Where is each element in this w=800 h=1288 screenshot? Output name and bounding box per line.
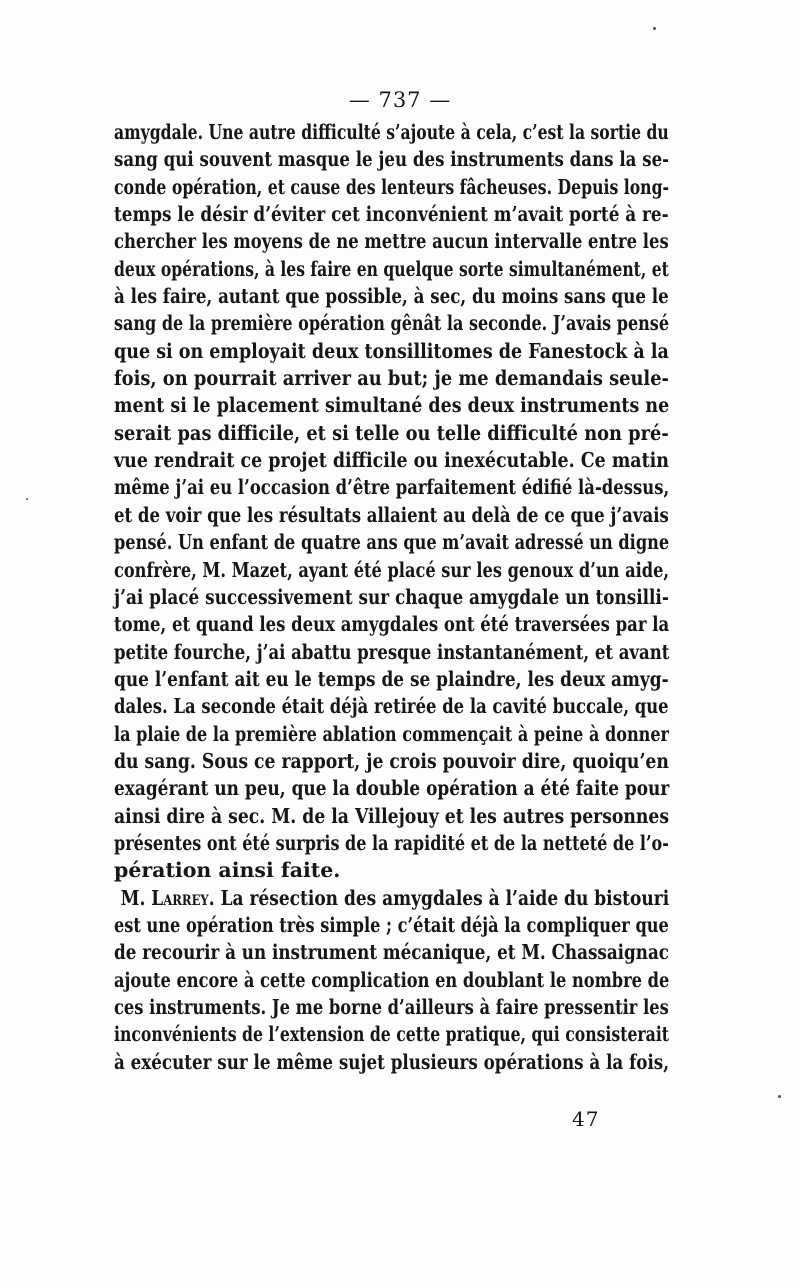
signature-mark: 47 (572, 1107, 600, 1131)
text-line: sang qui souvent masque le jeu des instruments dans la se- (114, 147, 670, 172)
text-line: temps le désir d’éviter cet inconvénient m’avait porté à re- (114, 202, 669, 227)
text-line: amygdale. Une autre difficulté s’ajoute à cela, c’est la sortie du (114, 120, 669, 144)
text-line: pération ainsi faite. (114, 858, 341, 883)
opening-line-text: . La résection des amygdales à l’aide du bistouri (208, 885, 670, 910)
text-line: tome, et quand les deux amygdales ont été traversées par la (114, 612, 670, 637)
speaker-prefix: M. (120, 885, 152, 910)
speaker-name: Larrey (151, 885, 209, 910)
paper-speck (26, 498, 28, 500)
text-line: du sang. Sous ce rapport, je crois pouvoir dire, quoiqu’en (114, 748, 669, 773)
text-line: exagérant un peu, que la double opération a été faite pour (114, 776, 670, 801)
paragraph-opening-line (114, 885, 670, 912)
text-line: ainsi dire à sec. M. de la Villejouy et les autres personnes (114, 803, 670, 828)
page-number: — 737 — (348, 88, 452, 112)
text-line: que si on employait deux tonsillitomes de Fanestock à la (114, 338, 669, 363)
text-line: ment si le placement simultané des deux instruments ne (114, 393, 670, 418)
text-line: à les faire, autant que possible, à sec, du moins sans que le (114, 284, 669, 309)
body-text (114, 119, 669, 1076)
text-line: chercher les moyens de ne mettre aucun intervalle entre les (114, 229, 669, 254)
text-line: serait pas difficile, et si telle ou telle difficulté non pré- (114, 420, 669, 445)
text-line: sang de la première opération gênât la seconde. J’avais pensé (114, 311, 670, 336)
text-line: présentes ont été surpris de la rapidité et de la netteté de l’o- (114, 830, 669, 855)
text-line: de recourir à un instrument mécanique, et M. Chassaignac (114, 940, 670, 965)
text-line: inconvénients de l’extension de cette pratique, qui consisterait (114, 1022, 670, 1047)
text-line: j’ai placé successivement sur chaque amygdale un tonsilli- (114, 584, 669, 609)
text-line: ajoute encore à cette complication en doublant le nombre de (114, 967, 670, 992)
paper-speck (778, 1095, 781, 1098)
text-line: pensé. Un enfant de quatre ans que m’avait adressé un digne (114, 530, 670, 555)
text-line: deux opérations, à les faire en quelque sorte simultanément, et (114, 256, 669, 281)
paper-speck (653, 27, 656, 30)
text-line: même j’ai eu l’occasion d’être parfaitement édifié là-dessus, (114, 475, 670, 500)
text-line: dales. La seconde était déjà retirée de la cavité buccale, que (114, 694, 669, 719)
text-line: conde opération, et cause des lenteurs fâcheuses. Depuis long- (114, 174, 670, 199)
text-line: vue rendrait ce projet difficile ou inexécutable. Ce matin (114, 448, 669, 473)
text-line: petite fourche, j’ai abattu presque instantanément, et avant (114, 639, 670, 664)
text-line: que l’enfant ait eu le temps de se plaindre, les deux amyg- (114, 666, 669, 691)
text-line: fois, on pourrait arriver au but; je me demandais seule- (114, 366, 669, 391)
text-line: ces instruments. Je me borne d’ailleurs à faire pressentir les (114, 995, 669, 1019)
text-line: confrère, M. Mazet, ayant été placé sur les genoux d’un aide, (114, 557, 670, 582)
text-line: la plaie de la première ablation commençait à peine à donner (114, 721, 670, 746)
text-line: est une opération très simple ; c’était déjà la compliquer que (114, 912, 669, 937)
text-line: et de voir que les résultats allaient au delà de ce que j’avais (114, 502, 669, 527)
text-line: à exécuter sur le même sujet plusieurs opérations à la fois, (114, 1049, 670, 1074)
